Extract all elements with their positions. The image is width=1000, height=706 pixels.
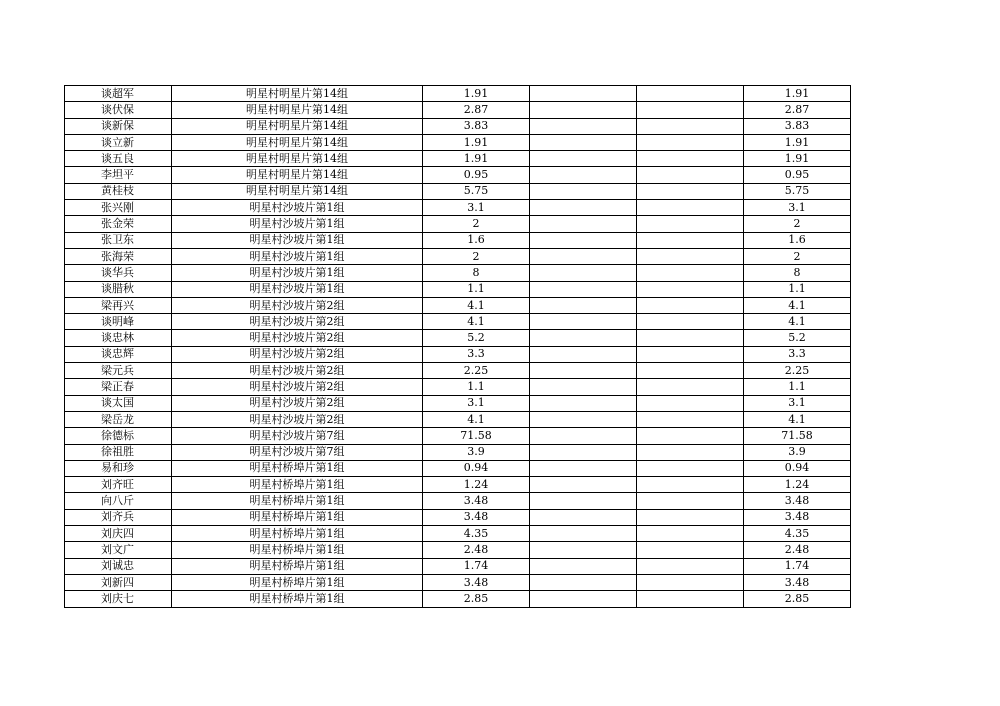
name-cell: 谈太国 <box>65 395 172 411</box>
name-cell: 刘文广 <box>65 542 172 558</box>
table-row <box>65 314 851 330</box>
location-cell: 明星村沙坡片第1组 <box>172 248 423 264</box>
name-cell: 谈忠辉 <box>65 346 172 362</box>
table-row <box>65 444 851 460</box>
total-cell: 8 <box>744 265 851 281</box>
empty-cell <box>530 330 637 346</box>
empty-cell <box>637 509 744 525</box>
empty-cell <box>530 265 637 281</box>
name-cell: 刘齐兵 <box>65 509 172 525</box>
table-row <box>65 526 851 542</box>
total-cell: 1.91 <box>744 86 851 102</box>
location-cell: 明星村沙坡片第2组 <box>172 314 423 330</box>
table-row <box>65 509 851 525</box>
empty-cell <box>530 428 637 444</box>
table-row <box>65 395 851 411</box>
location-cell: 明星村明星片第14组 <box>172 102 423 118</box>
total-cell: 1.74 <box>744 558 851 574</box>
total-cell: 3.1 <box>744 395 851 411</box>
total-cell: 1.6 <box>744 232 851 248</box>
total-cell: 2 <box>744 216 851 232</box>
name-cell: 谈忠林 <box>65 330 172 346</box>
empty-cell <box>637 200 744 216</box>
area-cell: 1.91 <box>423 86 530 102</box>
total-cell: 4.1 <box>744 297 851 313</box>
location-cell: 明星村桥埠片第1组 <box>172 509 423 525</box>
area-cell: 3.48 <box>423 509 530 525</box>
area-cell: 1.1 <box>423 281 530 297</box>
total-cell: 5.2 <box>744 330 851 346</box>
empty-cell <box>530 86 637 102</box>
area-cell: 3.3 <box>423 346 530 362</box>
empty-cell <box>530 493 637 509</box>
location-cell: 明星村桥埠片第1组 <box>172 460 423 476</box>
total-cell: 0.95 <box>744 167 851 183</box>
name-cell: 李坦平 <box>65 167 172 183</box>
empty-cell <box>637 248 744 264</box>
area-cell: 1.91 <box>423 151 530 167</box>
total-cell: 3.48 <box>744 493 851 509</box>
total-cell: 71.58 <box>744 428 851 444</box>
total-cell: 3.9 <box>744 444 851 460</box>
name-cell: 刘庆七 <box>65 591 172 607</box>
area-cell: 1.91 <box>423 134 530 150</box>
empty-cell <box>637 477 744 493</box>
total-cell: 3.83 <box>744 118 851 134</box>
total-cell: 2 <box>744 248 851 264</box>
name-cell: 刘齐旺 <box>65 477 172 493</box>
table-row <box>65 232 851 248</box>
location-cell: 明星村沙坡片第2组 <box>172 379 423 395</box>
table-row <box>65 102 851 118</box>
location-cell: 明星村沙坡片第1组 <box>172 200 423 216</box>
location-cell: 明星村桥埠片第1组 <box>172 493 423 509</box>
empty-cell <box>637 265 744 281</box>
area-cell: 1.6 <box>423 232 530 248</box>
location-cell: 明星村明星片第14组 <box>172 134 423 150</box>
empty-cell <box>637 102 744 118</box>
table-row <box>65 200 851 216</box>
location-cell: 明星村明星片第14组 <box>172 183 423 199</box>
empty-cell <box>637 379 744 395</box>
empty-cell <box>530 574 637 590</box>
location-cell: 明星村明星片第14组 <box>172 167 423 183</box>
empty-cell <box>637 297 744 313</box>
empty-cell <box>637 118 744 134</box>
name-cell: 刘新四 <box>65 574 172 590</box>
total-cell: 1.91 <box>744 134 851 150</box>
empty-cell <box>530 346 637 362</box>
total-cell: 2.48 <box>744 542 851 558</box>
area-cell: 3.83 <box>423 118 530 134</box>
location-cell: 明星村沙坡片第1组 <box>172 216 423 232</box>
name-cell: 徐德标 <box>65 428 172 444</box>
total-cell: 1.1 <box>744 379 851 395</box>
table-row <box>65 297 851 313</box>
empty-cell <box>530 118 637 134</box>
table-row <box>65 281 851 297</box>
empty-cell <box>530 134 637 150</box>
table-row <box>65 265 851 281</box>
name-cell: 谈超军 <box>65 86 172 102</box>
total-cell: 4.1 <box>744 411 851 427</box>
location-cell: 明星村桥埠片第1组 <box>172 526 423 542</box>
empty-cell <box>530 151 637 167</box>
name-cell: 谈新保 <box>65 118 172 134</box>
empty-cell <box>637 542 744 558</box>
total-cell: 2.87 <box>744 102 851 118</box>
area-cell: 4.1 <box>423 411 530 427</box>
name-cell: 谈明峰 <box>65 314 172 330</box>
total-cell: 1.91 <box>744 151 851 167</box>
area-cell: 5.75 <box>423 183 530 199</box>
empty-cell <box>530 102 637 118</box>
total-cell: 5.75 <box>744 183 851 199</box>
total-cell: 0.94 <box>744 460 851 476</box>
table-row <box>65 167 851 183</box>
area-cell: 1.24 <box>423 477 530 493</box>
table-row <box>65 428 851 444</box>
table-row <box>65 151 851 167</box>
name-cell: 梁再兴 <box>65 297 172 313</box>
empty-cell <box>530 297 637 313</box>
location-cell: 明星村桥埠片第1组 <box>172 558 423 574</box>
name-cell: 向八斤 <box>65 493 172 509</box>
empty-cell <box>530 477 637 493</box>
empty-cell <box>530 411 637 427</box>
area-cell: 0.94 <box>423 460 530 476</box>
name-cell: 张海荣 <box>65 248 172 264</box>
total-cell: 3.1 <box>744 200 851 216</box>
total-cell: 2.85 <box>744 591 851 607</box>
empty-cell <box>530 542 637 558</box>
location-cell: 明星村沙坡片第1组 <box>172 265 423 281</box>
table-row <box>65 558 851 574</box>
name-cell: 黄桂枝 <box>65 183 172 199</box>
total-cell: 3.48 <box>744 509 851 525</box>
empty-cell <box>530 248 637 264</box>
empty-cell <box>637 183 744 199</box>
area-cell: 0.95 <box>423 167 530 183</box>
area-cell: 2 <box>423 216 530 232</box>
table-row <box>65 460 851 476</box>
table-row <box>65 591 851 607</box>
empty-cell <box>530 200 637 216</box>
name-cell: 谈伏保 <box>65 102 172 118</box>
name-cell: 张兴刚 <box>65 200 172 216</box>
table-row <box>65 216 851 232</box>
area-cell: 1.1 <box>423 379 530 395</box>
empty-cell <box>637 330 744 346</box>
total-cell: 2.25 <box>744 363 851 379</box>
data-table <box>64 85 851 608</box>
empty-cell <box>637 86 744 102</box>
table-row <box>65 363 851 379</box>
name-cell: 梁元兵 <box>65 363 172 379</box>
empty-cell <box>637 411 744 427</box>
location-cell: 明星村沙坡片第2组 <box>172 297 423 313</box>
name-cell: 梁正春 <box>65 379 172 395</box>
area-cell: 4.1 <box>423 297 530 313</box>
location-cell: 明星村桥埠片第1组 <box>172 574 423 590</box>
location-cell: 明星村沙坡片第2组 <box>172 395 423 411</box>
total-cell: 3.48 <box>744 574 851 590</box>
empty-cell <box>637 460 744 476</box>
location-cell: 明星村沙坡片第7组 <box>172 428 423 444</box>
table-row <box>65 118 851 134</box>
table-body <box>65 86 851 608</box>
empty-cell <box>637 444 744 460</box>
area-cell: 71.58 <box>423 428 530 444</box>
area-cell: 2.25 <box>423 363 530 379</box>
name-cell: 刘诚忠 <box>65 558 172 574</box>
location-cell: 明星村沙坡片第1组 <box>172 232 423 248</box>
empty-cell <box>530 395 637 411</box>
empty-cell <box>530 444 637 460</box>
table-row <box>65 411 851 427</box>
location-cell: 明星村明星片第14组 <box>172 151 423 167</box>
name-cell: 梁岳龙 <box>65 411 172 427</box>
empty-cell <box>530 232 637 248</box>
total-cell: 4.35 <box>744 526 851 542</box>
empty-cell <box>637 574 744 590</box>
location-cell: 明星村沙坡片第7组 <box>172 444 423 460</box>
name-cell: 张金荣 <box>65 216 172 232</box>
location-cell: 明星村沙坡片第2组 <box>172 411 423 427</box>
empty-cell <box>637 151 744 167</box>
empty-cell <box>637 134 744 150</box>
table-row <box>65 134 851 150</box>
name-cell: 易和珍 <box>65 460 172 476</box>
area-cell: 3.48 <box>423 574 530 590</box>
area-cell: 5.2 <box>423 330 530 346</box>
location-cell: 明星村桥埠片第1组 <box>172 542 423 558</box>
table-row <box>65 477 851 493</box>
empty-cell <box>637 493 744 509</box>
area-cell: 8 <box>423 265 530 281</box>
empty-cell <box>530 363 637 379</box>
location-cell: 明星村桥埠片第1组 <box>172 591 423 607</box>
total-cell: 3.3 <box>744 346 851 362</box>
empty-cell <box>530 314 637 330</box>
empty-cell <box>530 460 637 476</box>
empty-cell <box>637 591 744 607</box>
area-cell: 2.87 <box>423 102 530 118</box>
table-row <box>65 542 851 558</box>
table-row <box>65 493 851 509</box>
area-cell: 3.1 <box>423 200 530 216</box>
area-cell: 4.1 <box>423 314 530 330</box>
empty-cell <box>530 183 637 199</box>
empty-cell <box>530 216 637 232</box>
empty-cell <box>637 216 744 232</box>
name-cell: 谈五良 <box>65 151 172 167</box>
location-cell: 明星村桥埠片第1组 <box>172 477 423 493</box>
area-cell: 1.74 <box>423 558 530 574</box>
empty-cell <box>530 281 637 297</box>
empty-cell <box>637 346 744 362</box>
empty-cell <box>637 558 744 574</box>
location-cell: 明星村沙坡片第1组 <box>172 281 423 297</box>
table-row <box>65 86 851 102</box>
area-cell: 3.9 <box>423 444 530 460</box>
total-cell: 1.1 <box>744 281 851 297</box>
empty-cell <box>637 526 744 542</box>
name-cell: 徐祖胜 <box>65 444 172 460</box>
location-cell: 明星村沙坡片第2组 <box>172 330 423 346</box>
name-cell: 刘庆四 <box>65 526 172 542</box>
empty-cell <box>637 363 744 379</box>
total-cell: 1.24 <box>744 477 851 493</box>
table-row <box>65 183 851 199</box>
empty-cell <box>530 167 637 183</box>
name-cell: 张卫东 <box>65 232 172 248</box>
area-cell: 2.85 <box>423 591 530 607</box>
empty-cell <box>637 167 744 183</box>
empty-cell <box>530 591 637 607</box>
name-cell: 谈华兵 <box>65 265 172 281</box>
empty-cell <box>637 428 744 444</box>
empty-cell <box>637 281 744 297</box>
empty-cell <box>637 314 744 330</box>
location-cell: 明星村明星片第14组 <box>172 86 423 102</box>
empty-cell <box>530 558 637 574</box>
table-row <box>65 248 851 264</box>
area-cell: 2 <box>423 248 530 264</box>
area-cell: 3.1 <box>423 395 530 411</box>
area-cell: 2.48 <box>423 542 530 558</box>
location-cell: 明星村明星片第14组 <box>172 118 423 134</box>
total-cell: 4.1 <box>744 314 851 330</box>
empty-cell <box>637 232 744 248</box>
empty-cell <box>530 509 637 525</box>
name-cell: 谈腊秋 <box>65 281 172 297</box>
area-cell: 4.35 <box>423 526 530 542</box>
location-cell: 明星村沙坡片第2组 <box>172 363 423 379</box>
name-cell: 谈立新 <box>65 134 172 150</box>
empty-cell <box>530 526 637 542</box>
location-cell: 明星村沙坡片第2组 <box>172 346 423 362</box>
empty-cell <box>530 379 637 395</box>
area-cell: 3.48 <box>423 493 530 509</box>
table-row <box>65 379 851 395</box>
empty-cell <box>637 395 744 411</box>
table-row <box>65 330 851 346</box>
table-row <box>65 574 851 590</box>
table-row <box>65 346 851 362</box>
